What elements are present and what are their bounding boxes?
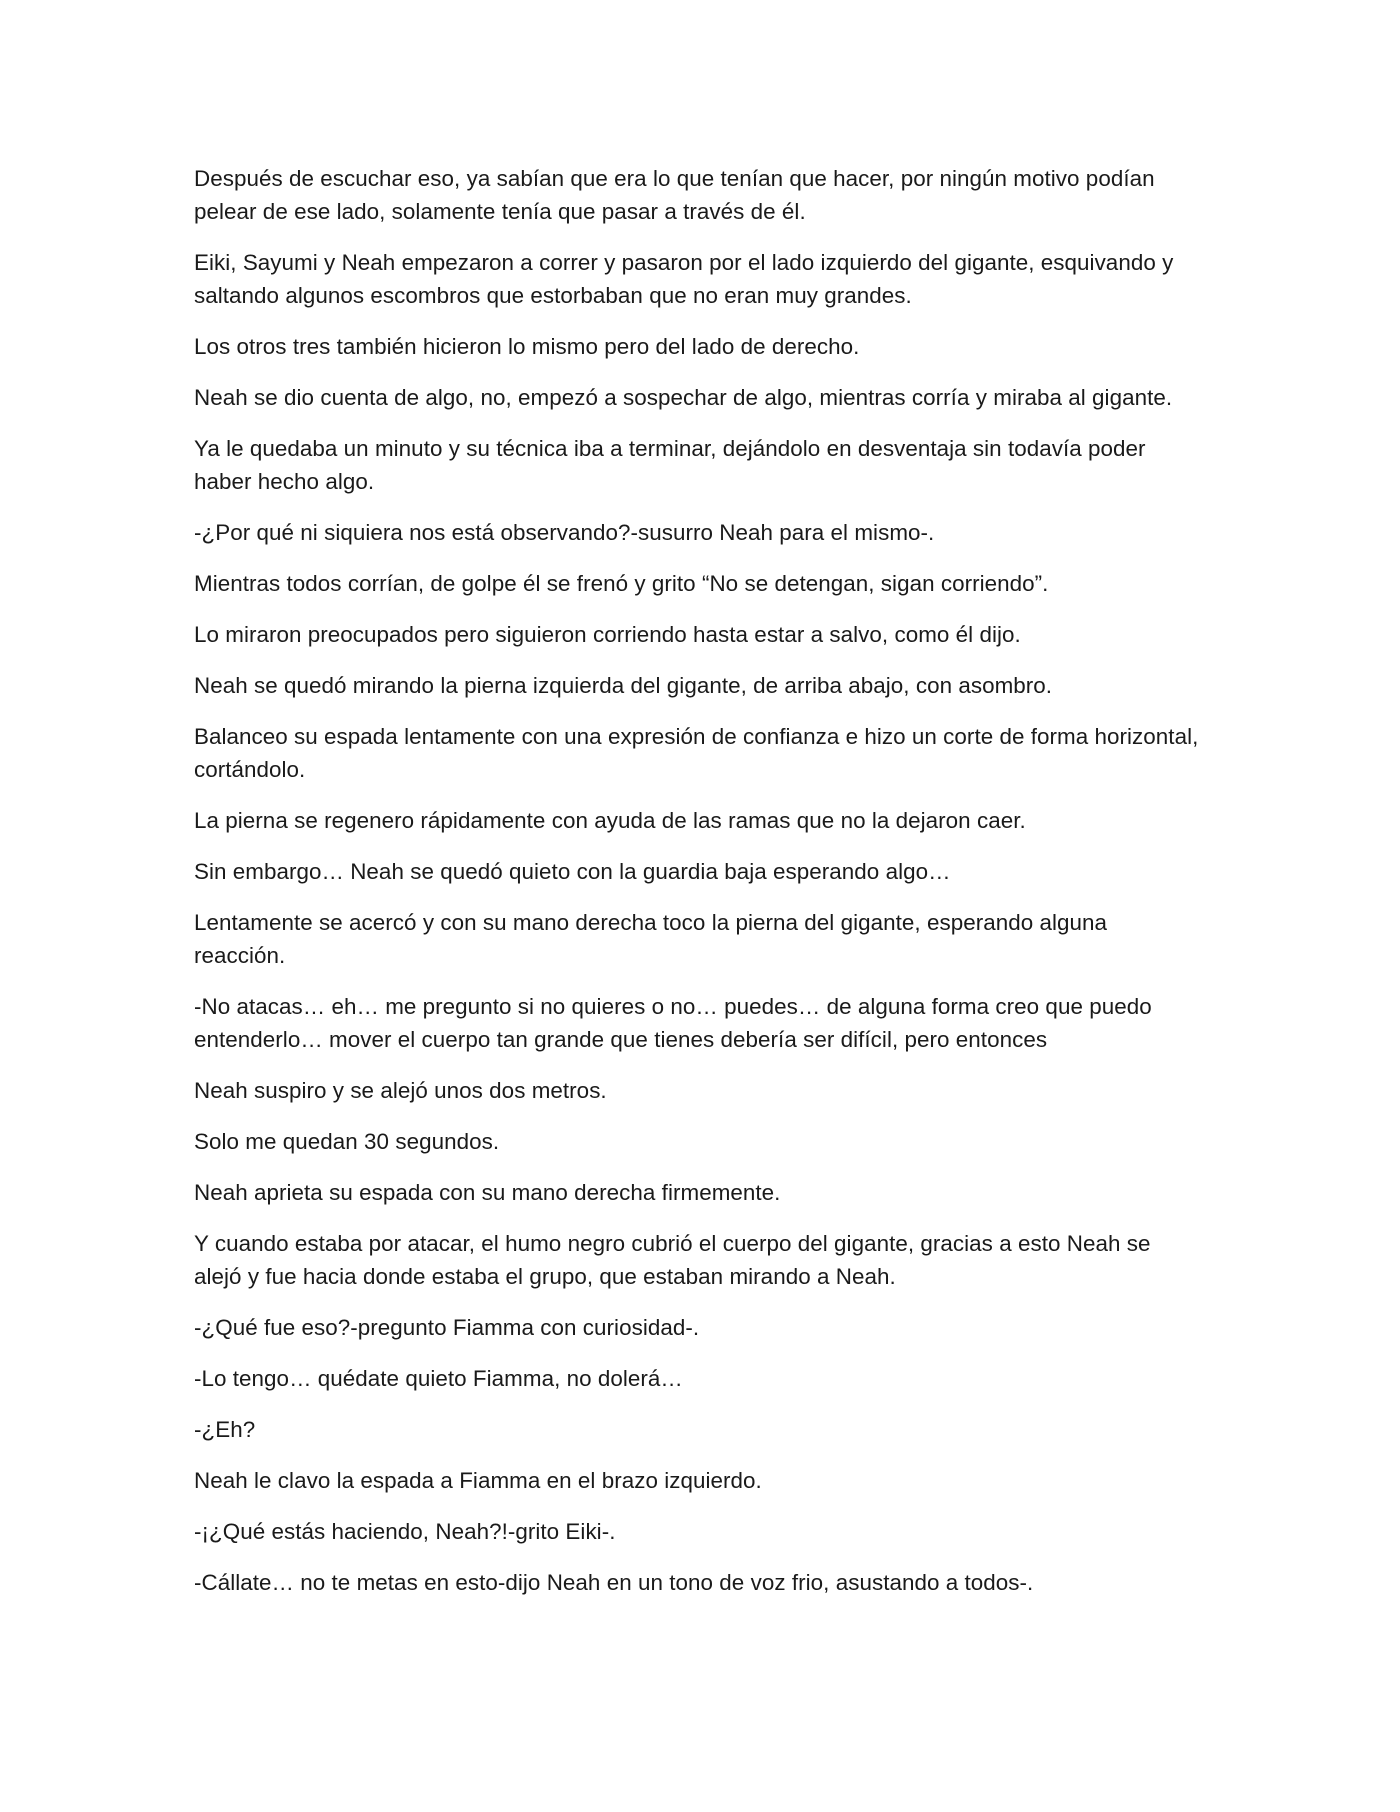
paragraph: Solo me quedan 30 segundos. <box>194 1129 500 1154</box>
paragraph: Neah se dio cuenta de algo, no, empezó a sospechar de algo, mientras corría y miraba al gigante. <box>194 385 1173 410</box>
document-body <box>194 162 1204 1617</box>
paragraph: Neah aprieta su espada con su mano derecha firmemente. <box>194 1180 781 1205</box>
paragraph: Después de escuchar eso, ya sabían que era lo que tenían que hacer, por ningún motivo podían pelear de ese lado, solamente tenía que pasar a través de él. <box>194 166 1155 224</box>
paragraph: La pierna se regenero rápidamente con ayuda de las ramas que no la dejaron caer. <box>194 808 1026 833</box>
paragraph: -¿Por qué ni siquiera nos está observando?-susurro Neah para el mismo-. <box>194 520 935 545</box>
paragraph: Eiki, Sayumi y Neah empezaron a correr y pasaron por el lado izquierdo del gigante, esquivando y saltando algunos escombros que estorbaban que no eran muy grandes. <box>194 250 1174 308</box>
paragraph: Neah se quedó mirando la pierna izquierda del gigante, de arriba abajo, con asombro. <box>194 673 1053 698</box>
paragraph: -No atacas… eh… me pregunto si no quieres o no… puedes… de alguna forma creo que puedo entenderlo… mover el cuerpo tan grande que tienes debería ser difícil, pero entonces <box>194 994 1152 1052</box>
paragraph: Y cuando estaba por atacar, el humo negro cubrió el cuerpo del gigante, gracias a esto Neah se alejó y fue hacia donde estaba el grupo, que estaban mirando a Neah. <box>194 1231 1151 1289</box>
paragraph: -¿Eh? <box>194 1417 256 1442</box>
paragraph: Lo miraron preocupados pero siguieron corriendo hasta estar a salvo, como él dijo. <box>194 622 1021 647</box>
paragraph: Neah suspiro y se alejó unos dos metros. <box>194 1078 607 1103</box>
paragraph: Lentamente se acercó y con su mano derecha toco la pierna del gigante, esperando alguna reacción. <box>194 910 1108 968</box>
paragraph: Ya le quedaba un minuto y su técnica iba a terminar, dejándolo en desventaja sin todavía poder haber hecho algo. <box>194 436 1146 494</box>
paragraph: -Lo tengo… quédate quieto Fiamma, no dolerá… <box>194 1366 683 1391</box>
paragraph: Los otros tres también hicieron lo mismo pero del lado de derecho. <box>194 334 860 359</box>
paragraph: Mientras todos corrían, de golpe él se frenó y grito “No se detengan, sigan corriendo”. <box>194 571 1049 596</box>
paragraph: Balanceo su espada lentamente con una expresión de confianza e hizo un corte de forma horizontal, cortándolo. <box>194 724 1199 782</box>
paragraph: Sin embargo… Neah se quedó quieto con la guardia baja esperando algo… <box>194 859 951 884</box>
paragraph: -¡¿Qué estás haciendo, Neah?!-grito Eiki-. <box>194 1519 616 1544</box>
paragraph: -Cállate… no te metas en esto-dijo Neah en un tono de voz frio, asustando a todos-. <box>194 1570 1034 1595</box>
paragraph: Neah le clavo la espada a Fiamma en el brazo izquierdo. <box>194 1468 762 1493</box>
paragraph: -¿Qué fue eso?-pregunto Fiamma con curiosidad-. <box>194 1315 700 1340</box>
